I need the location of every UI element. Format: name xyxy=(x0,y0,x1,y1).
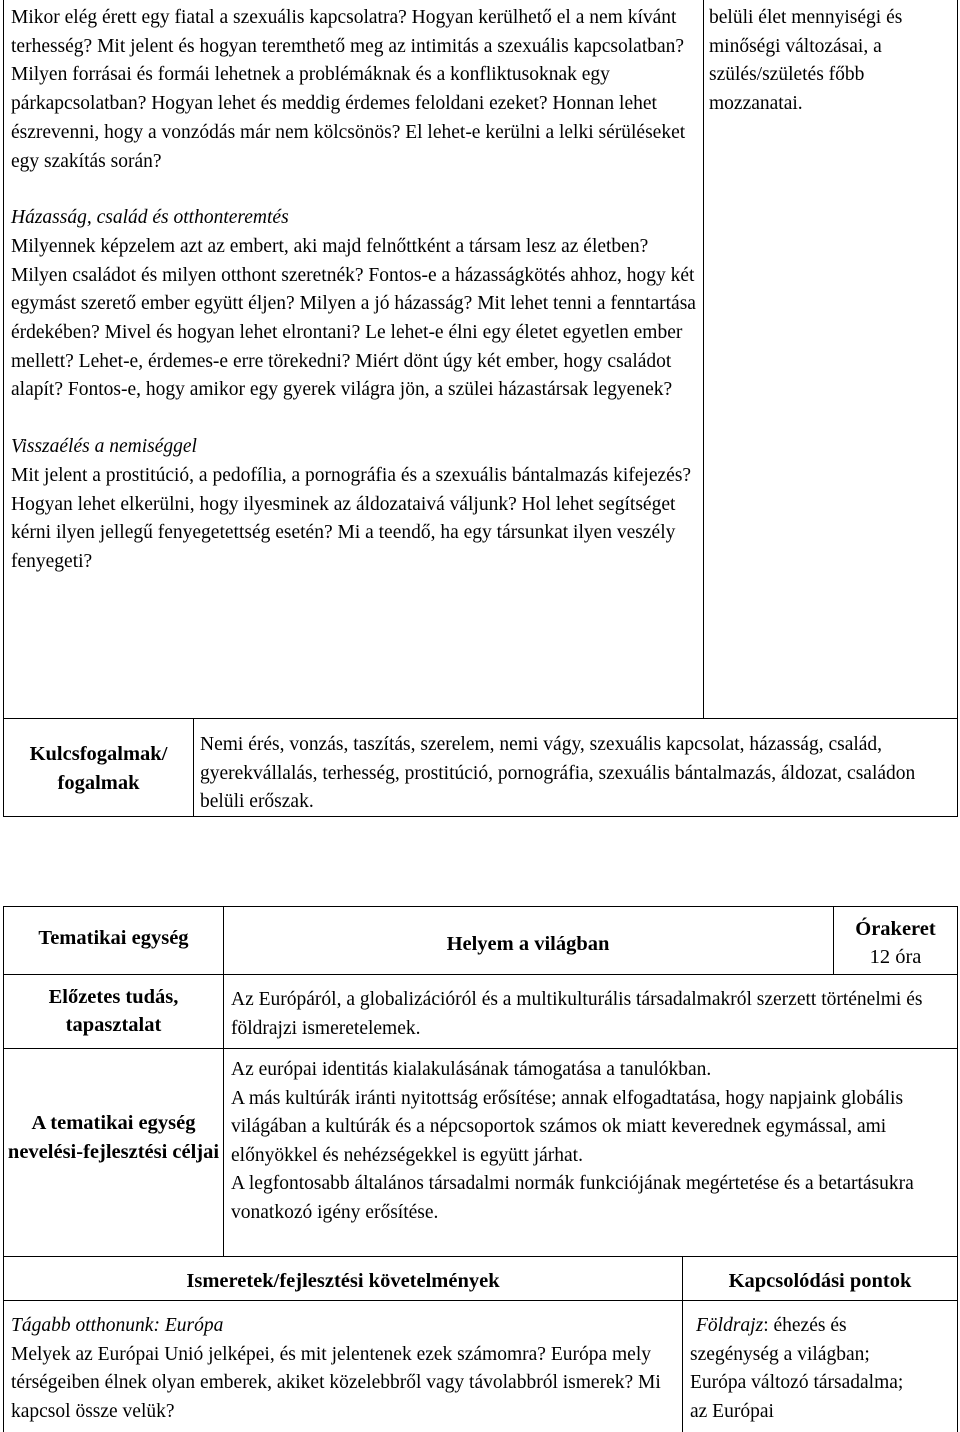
connections-header: Kapcsolódási pontok xyxy=(728,1270,912,1292)
abuse-questions-text: Mit jelent a prostitúció, a pedofília, a pornográfia és a szexuális bántalmazás kifejezés? Hogyan lehet elkerülni, hogy ilyesminek az áldozataivá váljunk? Hol lehet segítséget kérni ilyen jellegű fenyegetettség esetén? Mi a teendő, ha egy társunkat ilyen veszély fenyegeti? xyxy=(11,464,692,572)
goals-text-openness: A más kultúrák iránti nyitottság erősítése; annak elfogadtatása, hogy napjaink globális világában a kultúrák és a népcsoportok számos ok miatt keverednek egymással, ami előnyökkel és nehézségekkel is együtt járhat. xyxy=(231,1087,904,1166)
row-divider-3 xyxy=(3,1256,958,1257)
top-table-row-divider xyxy=(3,718,958,719)
europe-heading: Tágabb otthonunk: Európa xyxy=(11,1315,224,1336)
goals-text-identity: Az európai identitás kialakulásának támogatása a tanulókban. xyxy=(231,1059,712,1080)
top-left-cell xyxy=(11,4,701,577)
top-right-cell xyxy=(709,4,954,119)
top-table-col-divider xyxy=(703,0,704,718)
marriage-questions-text: Milyennek képzelem azt az embert, aki majd felnőttként a társam lesz az életben? Milyen családot és milyen otthont szeretnék? Fontos-e a házasságkötés ahhoz, hogy két egymást szerető ember együtt éljen? Milyen a jó házasság? Mit lehet tenni a fenntartása érdekében? Mivel és hogyan lehet elrontani? Le lehet-e élni egy életet egyetlen ember mellett? Lehet-e, érdemes-e erre törekedni? Miért dönt úgy két ember, hogy családot alapít? Fontos-e, hogy amikor egy gyerek világra jön, a szülei házastársak legyenek? xyxy=(11,235,696,401)
key-concepts-text: Nemi érés, vonzás, taszítás, szerelem, nemi vágy, szexuális kapcsolat, házasság, család, gyerekvállalás, terhesség, prostitúció, pornográfia, szexuális bántalmazás, áldozat, családon belüli erőszak. xyxy=(200,734,916,813)
goals-text-norms: A legfontosabb általános társadalmi normák funkciójának megértetése és a betartásukra vonatkozó igény erősítése. xyxy=(231,1173,914,1223)
bottom-table-top-border xyxy=(3,906,958,907)
key-concepts-label: Kulcsfogalmak/ fogalmak xyxy=(29,743,168,794)
row-divider-4 xyxy=(3,1300,958,1301)
row-divider-2 xyxy=(3,1048,958,1049)
abuse-heading: Visszaélés a nemiséggel xyxy=(11,436,197,458)
row-divider-1 xyxy=(3,974,958,975)
hours-label: Órakeret xyxy=(855,918,936,940)
hours-value: 12 óra xyxy=(869,946,922,968)
connections-cell xyxy=(690,1312,920,1427)
requirements-cell xyxy=(11,1312,679,1427)
connections-geography-text: : éhezés és szegénység a világban; Európa változó társadalma; az Európai xyxy=(690,1315,904,1423)
bottom-table-right-border xyxy=(957,906,958,1432)
europe-questions-text: Melyek az Európai Unió jelképei, és mit jelentenek ezek számomra? Európa mely térségeiben élnek olyan emberek, akiket közelebbről vagy távolabbról ismerek? Mi kapcsol össze velük? xyxy=(11,1343,661,1423)
goals-label: A tematikai egység nevelési-fejlesztési céljai xyxy=(7,1112,220,1163)
connections-geography-label: Földrajz xyxy=(696,1315,764,1336)
prior-knowledge-label: Előzetes tudás, tapasztalat xyxy=(48,986,179,1036)
sexuality-questions-text: Mikor elég érett egy fiatal a szexuális kapcsolatra? Hogyan kerülhető el a nem kívánt terhesség? Mit jelent és hogyan teremthető meg az intimitás a szexuális kapcsolatban? Milyen forrásai és formái lehetnek a problémáknak és a konfliktusoknak egy párkapcsolatban? Hogyan lehet és meddig érdemes feloldani ezeket? Honnan lehet észrevenni, hogy a vonzódás már nem kölcsönös? El lehet-e kerülni a lelki sérüléseket egy szakítás során? xyxy=(11,7,686,172)
prior-knowledge-text: Az Európáról, a globalizációról és a multikulturális társadalmakról szerzett történelmi és földrajzi ismeretelemek. xyxy=(231,989,923,1039)
label-column-divider xyxy=(223,906,224,1256)
unit-label: Tematikai egység xyxy=(38,927,189,949)
prenatal-life-text: belüli élet mennyiségi és minőségi változásai, a szülés/születés főbb mozzanatai. xyxy=(709,7,903,115)
top-table-right-border xyxy=(957,0,958,816)
requirements-header: Ismeretek/fejlesztési követelmények xyxy=(186,1270,500,1292)
key-concepts-divider xyxy=(193,718,194,816)
goals-cell xyxy=(231,1056,955,1227)
top-table-left-border xyxy=(3,0,4,816)
unit-title: Helyem a világban xyxy=(446,933,610,955)
marriage-heading: Házasság, család és otthonteremtés xyxy=(11,207,289,229)
